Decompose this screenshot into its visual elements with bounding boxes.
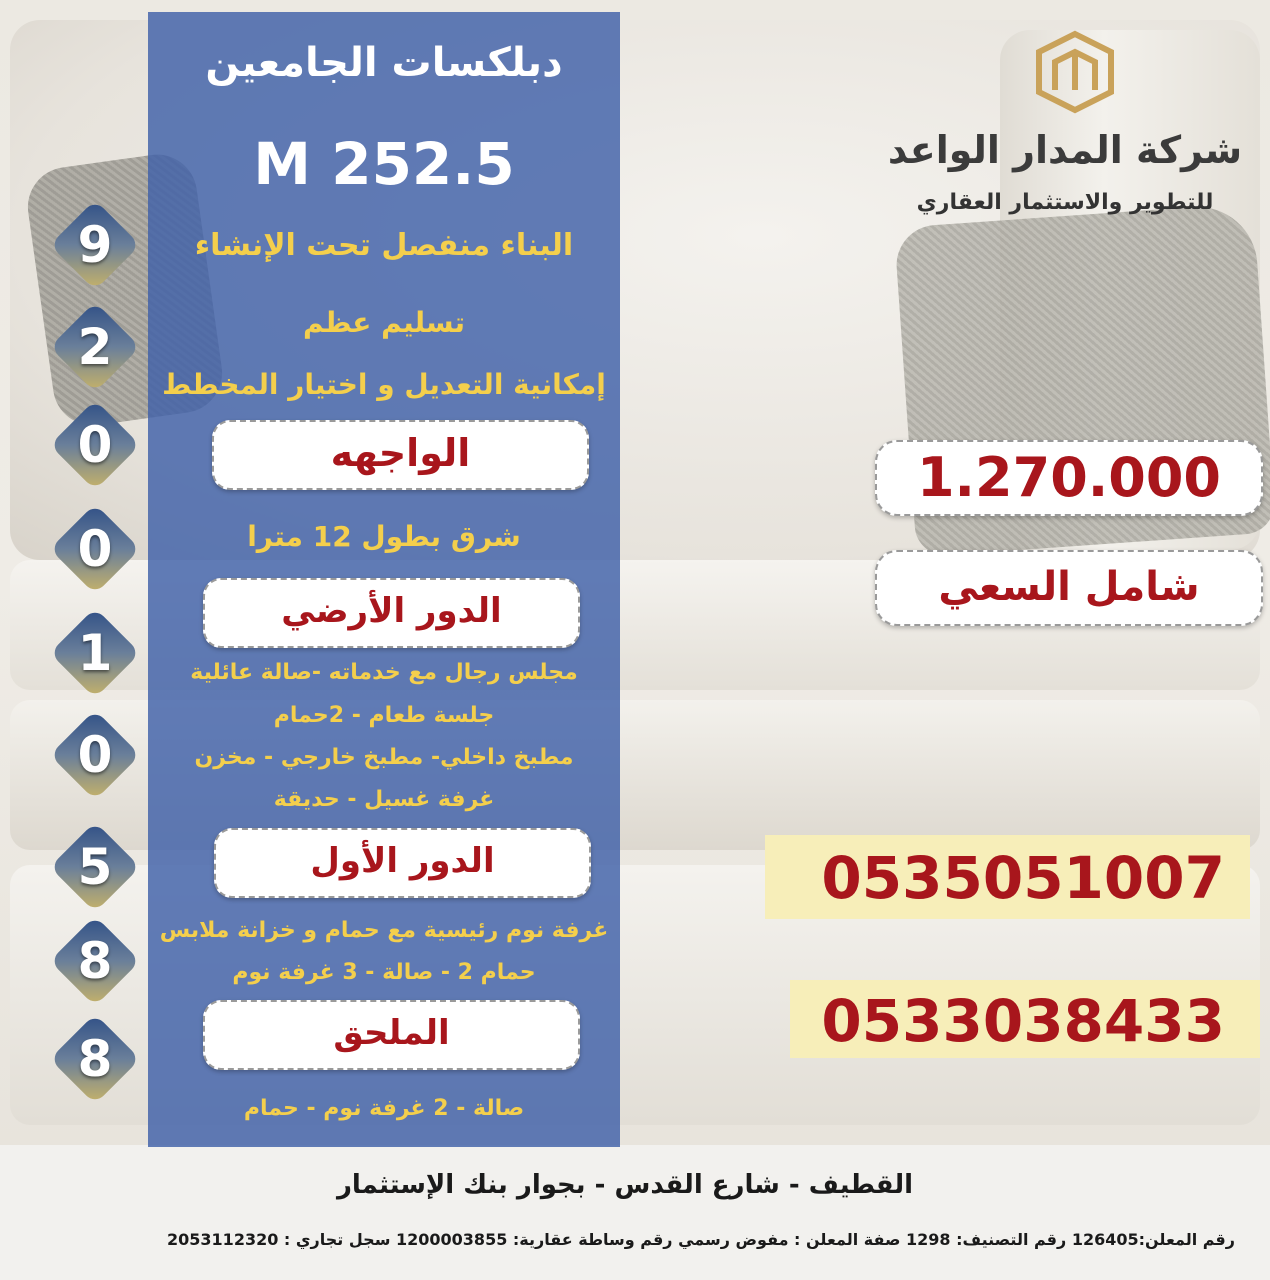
modification-option: إمكانية التعديل و اختيار المخطط bbox=[162, 368, 606, 401]
phone-digit-2: 2 bbox=[46, 298, 144, 396]
annex-description: صالة - 2 غرفة نوم - حمام bbox=[243, 1096, 525, 1121]
first-floor-line-1: غرفة نوم رئيسية مع حمام و خزانة ملابس bbox=[159, 918, 609, 943]
phone-digit-5: 1 bbox=[46, 604, 144, 702]
phone-digit-4: 0 bbox=[46, 500, 144, 598]
company-name: شركة المدار الواعد bbox=[887, 128, 1243, 172]
first-floor-line-2: حمام 2 - صالة - 3 غرفة نوم bbox=[232, 960, 536, 985]
panel-title: دبلكسات الجامعين bbox=[205, 40, 563, 86]
company-subtitle: للتطوير والاستثمار العقاري bbox=[916, 190, 1214, 215]
first-floor-label: الدور الأول bbox=[214, 828, 591, 898]
phone-digit-6: 0 bbox=[46, 706, 144, 804]
phone-digit-7: 5 bbox=[46, 818, 144, 916]
ground-floor-line-4: غرفة غسيل - حديقة bbox=[273, 787, 495, 812]
footer-strip bbox=[0, 1145, 1270, 1280]
phone-digit-1: 9 bbox=[46, 196, 144, 294]
price-note: شامل السعي bbox=[875, 550, 1263, 626]
phone-digit-8: 8 bbox=[46, 912, 144, 1010]
license-info: رقم المعلن:126405 رقم التصنيف: 1298 صفة المعلن : مفوض رسمي رقم وساطة عقارية: 1200003855 سجل تجاري : 2053112320 bbox=[167, 1230, 1235, 1249]
area-size: 252.5 M bbox=[253, 130, 515, 198]
phone-number-2[interactable]: 0533038433 bbox=[821, 987, 1225, 1055]
ground-floor-line-2: جلسة طعام - 2حمام bbox=[273, 703, 495, 728]
facade-description: شرق بطول 12 مترا bbox=[247, 520, 521, 553]
building-status: البناء منفصل تحت الإنشاء bbox=[194, 228, 574, 263]
company-logo-icon bbox=[1033, 30, 1117, 114]
phone-digit-9: 8 bbox=[46, 1010, 144, 1108]
price-amount: 1.270.000 bbox=[875, 440, 1263, 516]
address: القطيف - شارع القدس - بجوار بنك الإستثمار bbox=[336, 1170, 914, 1200]
facade-label: الواجهه bbox=[212, 420, 589, 490]
phone-digit-3: 0 bbox=[46, 396, 144, 494]
annex-label: الملحق bbox=[203, 1000, 580, 1070]
delivery-type: تسليم عظم bbox=[303, 306, 465, 339]
phone-number-1[interactable]: 0535051007 bbox=[821, 844, 1225, 912]
ground-floor-line-3: مطبخ داخلي- مطبخ خارجي - مخزن bbox=[194, 745, 574, 770]
ground-floor-label: الدور الأرضي bbox=[203, 578, 580, 648]
ground-floor-line-1: مجلس رجال مع خدماته -صالة عائلية bbox=[190, 660, 578, 685]
